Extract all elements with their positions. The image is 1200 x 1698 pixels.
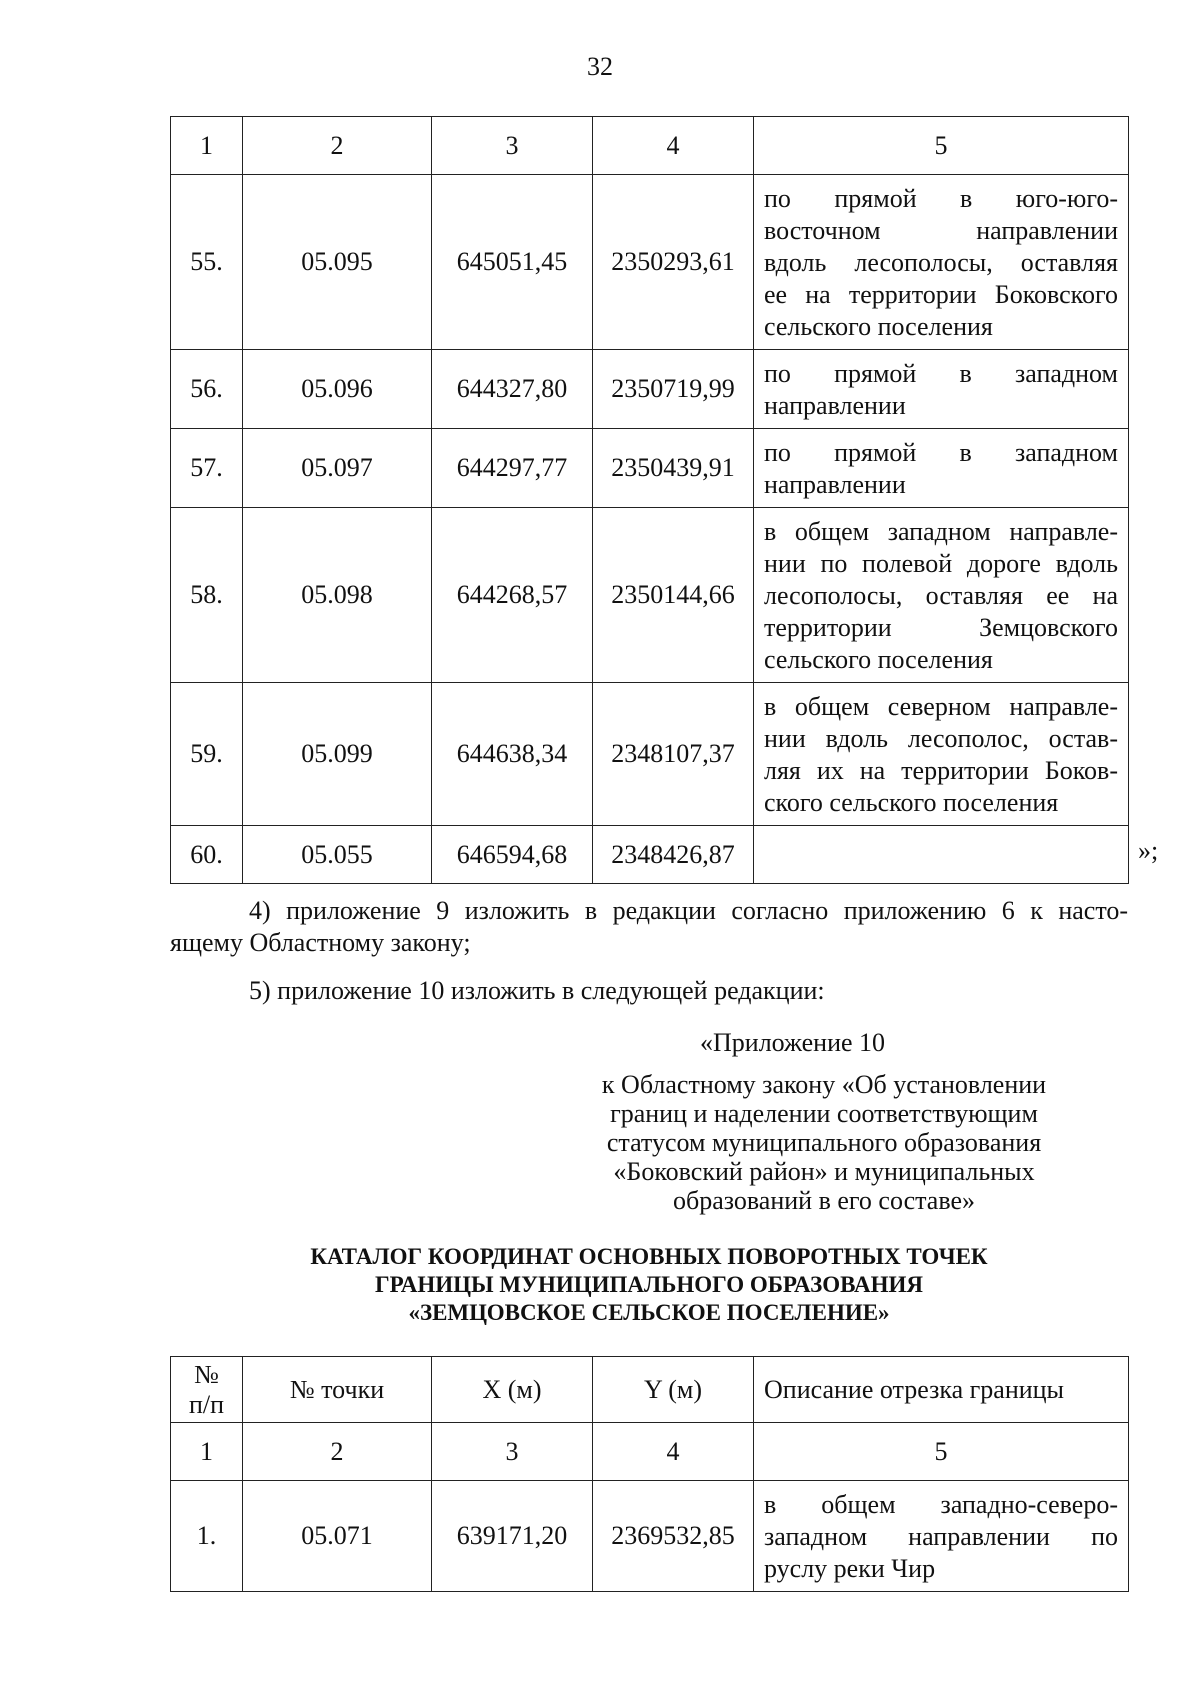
segment-description-empty (754, 826, 1129, 884)
table-row (171, 826, 1129, 884)
header-row-number: № п/п (171, 1357, 243, 1423)
x-coordinate: 639171,20 (432, 1481, 593, 1592)
y-coordinate: 2350439,91 (593, 429, 754, 508)
point-id: 05.095 (243, 175, 432, 350)
table-row (171, 350, 1129, 429)
column-number: 4 (593, 1423, 754, 1481)
header-description: Описание отрезка границы (754, 1357, 1129, 1423)
appendix-reference: к Областному закону «Об установлении границ и наделении соответствующим статусом муниципального образования «Боковский район» и муниципальных образований в его составе» (601, 1070, 1047, 1215)
column-number: 1 (171, 1423, 243, 1481)
segment-description: в общем западном направле- нии по полевой дороге вдоль лесополосы, оставляя ее на территории Земцовского сельского поселения (754, 508, 1129, 683)
row-number: 60. (171, 826, 243, 884)
point-id: 05.097 (243, 429, 432, 508)
point-id: 05.098 (243, 508, 432, 683)
row-number: 59. (171, 683, 243, 826)
header-y: Y (м) (593, 1357, 754, 1423)
row-number: 58. (171, 508, 243, 683)
closing-quote-mark: »; (1138, 836, 1159, 865)
table-row (171, 683, 1129, 826)
column-number: 1 (171, 117, 243, 175)
x-coordinate: 646594,68 (432, 826, 593, 884)
y-coordinate: 2350144,66 (593, 508, 754, 683)
header-x: X (м) (432, 1357, 593, 1423)
y-coordinate: 2350293,61 (593, 175, 754, 350)
segment-description: в общем западно-северо- западном направлении по руслу реки Чир (754, 1481, 1129, 1592)
point-id: 05.096 (243, 350, 432, 429)
column-number: 5 (754, 117, 1129, 175)
table-header-row (171, 1357, 1129, 1423)
segment-description: по прямой в западном направлении (754, 350, 1129, 429)
column-number: 5 (754, 1423, 1129, 1481)
table-column-numbers-row (171, 1423, 1129, 1481)
segment-description: по прямой в юго-юго- восточном направлении вдоль лесополосы, оставляя ее на территории Боковского сельского поселения (754, 175, 1129, 350)
row-number: 1. (171, 1481, 243, 1592)
paragraph-item-4: 4) приложение 9 изложить в редакции согласно приложению 6 к насто- ящему Областному закону; (170, 896, 1128, 957)
column-number: 4 (593, 117, 754, 175)
x-coordinate: 644268,57 (432, 508, 593, 683)
column-number: 3 (432, 117, 593, 175)
y-coordinate: 2369532,85 (593, 1481, 754, 1592)
appendix-title: «Приложение 10 (700, 1028, 886, 1057)
column-number: 2 (243, 1423, 432, 1481)
x-coordinate: 644327,80 (432, 350, 593, 429)
point-id: 05.055 (243, 826, 432, 884)
coordinates-catalog-table (170, 1356, 1129, 1592)
catalog-heading: КАТАЛОГ КООРДИНАТ ОСНОВНЫХ ПОВОРОТНЫХ ТОЧЕК ГРАНИЦЫ МУНИЦИПАЛЬНОГО ОБРАЗОВАНИЯ «ЗЕМЦОВСКОЕ СЕЛЬСКОЕ ПОСЕЛЕНИЕ» (310, 1244, 988, 1325)
y-coordinate: 2350719,99 (593, 350, 754, 429)
x-coordinate: 644638,34 (432, 683, 593, 826)
table-row (171, 429, 1129, 508)
segment-description: в общем северном направле- нии вдоль лесополос, остав- ляя их на территории Боков- ского сельского поселения (754, 683, 1129, 826)
y-coordinate: 2348107,37 (593, 683, 754, 826)
row-number: 56. (171, 350, 243, 429)
x-coordinate: 645051,45 (432, 175, 593, 350)
column-number: 3 (432, 1423, 593, 1481)
table-row (171, 175, 1129, 350)
table-row (171, 1481, 1129, 1592)
segment-description: по прямой в западном направлении (754, 429, 1129, 508)
y-coordinate: 2348426,87 (593, 826, 754, 884)
table-column-numbers-row (171, 117, 1129, 175)
column-number: 2 (243, 117, 432, 175)
header-point-number: № точки (243, 1357, 432, 1423)
coordinates-table-continued (170, 116, 1129, 884)
paragraph-item-5: 5) приложение 10 изложить в следующей редакции: (249, 976, 825, 1005)
row-number: 55. (171, 175, 243, 350)
point-id: 05.099 (243, 683, 432, 826)
x-coordinate: 644297,77 (432, 429, 593, 508)
point-id: 05.071 (243, 1481, 432, 1592)
table-row (171, 508, 1129, 683)
row-number: 57. (171, 429, 243, 508)
page-number: 32 (587, 52, 613, 81)
